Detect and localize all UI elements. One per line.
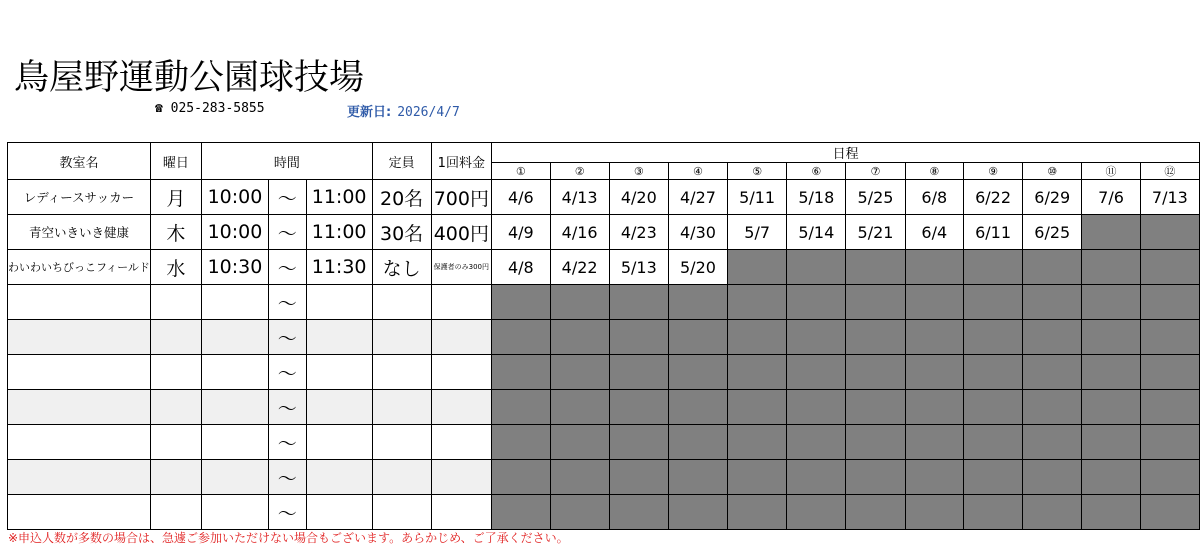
schedule-date [963, 285, 1022, 320]
capacity-cell: 20名 [372, 180, 431, 215]
telephone-icon: ☎ [155, 101, 163, 116]
schedule-date: 4/30 [668, 215, 727, 250]
schedule-date: 4/20 [609, 180, 668, 215]
schedule-date [1082, 250, 1140, 285]
class-name [8, 285, 151, 320]
schedule-date [963, 250, 1022, 285]
schedule-date [492, 425, 550, 460]
schedule-date [609, 355, 668, 390]
schedule-date [1140, 425, 1199, 460]
class-name [8, 355, 151, 390]
schedule-date [905, 250, 963, 285]
schedule-date [1140, 390, 1199, 425]
time-separator: ～ [269, 250, 307, 285]
end-time [306, 285, 372, 320]
header-time: 時間 [201, 143, 372, 180]
fee-cell: 400円 [431, 215, 492, 250]
day-cell: 木 [150, 215, 201, 250]
end-time: 11:00 [306, 215, 372, 250]
schedule-date: 5/20 [668, 250, 727, 285]
day-cell [150, 495, 201, 530]
schedule-date: 5/21 [846, 215, 905, 250]
time-separator: ～ [269, 285, 307, 320]
schedule-date [609, 425, 668, 460]
start-time [201, 460, 268, 495]
table-row [8, 425, 1200, 460]
schedule-date: 6/29 [1023, 180, 1082, 215]
schedule-date [550, 495, 609, 530]
schedule-date [728, 495, 787, 530]
table-row [8, 285, 1200, 320]
schedule-date [550, 320, 609, 355]
schedule-date: 4/13 [550, 180, 609, 215]
schedule-date [609, 390, 668, 425]
schedule-date [963, 320, 1022, 355]
start-time [201, 320, 268, 355]
schedule-date [492, 285, 550, 320]
capacity-cell [372, 425, 431, 460]
start-time: 10:00 [201, 180, 268, 215]
schedule-date [492, 495, 550, 530]
schedule-date [1140, 320, 1199, 355]
schedule-date [1082, 460, 1140, 495]
schedule-date: 6/4 [905, 215, 963, 250]
start-time [201, 390, 268, 425]
fee-cell [431, 460, 492, 495]
schedule-number: ⑤ [728, 163, 787, 180]
schedule-date [1023, 460, 1082, 495]
schedule-date [1140, 460, 1199, 495]
schedule-number: ⑧ [905, 163, 963, 180]
day-cell [150, 460, 201, 495]
schedule-date: 7/6 [1082, 180, 1140, 215]
header-schedule: 日程 [492, 143, 1200, 163]
table-row [8, 390, 1200, 425]
class-name [8, 460, 151, 495]
schedule-date [787, 285, 846, 320]
schedule-date [1082, 390, 1140, 425]
schedule-date [668, 320, 727, 355]
schedule-date [728, 320, 787, 355]
schedule-date [550, 460, 609, 495]
schedule-date [668, 355, 727, 390]
schedule-date: 4/23 [609, 215, 668, 250]
time-separator: ～ [269, 180, 307, 215]
schedule-date: 4/16 [550, 215, 609, 250]
schedule-number: ① [492, 163, 550, 180]
schedule-date [846, 320, 905, 355]
schedule-date [1023, 285, 1082, 320]
schedule-date [550, 285, 609, 320]
schedule-date [550, 425, 609, 460]
schedule-date [668, 460, 727, 495]
updated-date [347, 101, 460, 120]
end-time [306, 425, 372, 460]
schedule-date [550, 355, 609, 390]
start-time [201, 285, 268, 320]
schedule-date [492, 460, 550, 495]
schedule-number: ⑩ [1023, 163, 1082, 180]
capacity-cell: 30名 [372, 215, 431, 250]
schedule-date [905, 390, 963, 425]
end-time [306, 355, 372, 390]
end-time [306, 320, 372, 355]
schedule-date [728, 285, 787, 320]
time-separator: ～ [269, 495, 307, 530]
start-time: 10:00 [201, 215, 268, 250]
schedule-date [905, 285, 963, 320]
day-cell: 水 [150, 250, 201, 285]
schedule-date [905, 460, 963, 495]
schedule-number: ⑫ [1140, 163, 1199, 180]
schedule-date [963, 355, 1022, 390]
schedule-date [1082, 320, 1140, 355]
time-separator: ～ [269, 320, 307, 355]
schedule-date [787, 460, 846, 495]
table-row [8, 460, 1200, 495]
schedule-date [728, 425, 787, 460]
time-separator: ～ [269, 215, 307, 250]
schedule-date [787, 495, 846, 530]
schedule-date: 5/14 [787, 215, 846, 250]
class-name: わいわいちびっこフィールド [8, 250, 151, 285]
schedule-date [1140, 355, 1199, 390]
schedule-date [846, 495, 905, 530]
schedule-date [668, 495, 727, 530]
schedule-date [846, 425, 905, 460]
phone-number [155, 101, 265, 116]
schedule-date [963, 425, 1022, 460]
end-time [306, 460, 372, 495]
start-time [201, 425, 268, 460]
schedule-date [1023, 355, 1082, 390]
table-row [8, 355, 1200, 390]
schedule-date: 6/25 [1023, 215, 1082, 250]
schedule-date [963, 390, 1022, 425]
schedule-date [492, 390, 550, 425]
schedule-date [728, 460, 787, 495]
capacity-cell [372, 355, 431, 390]
schedule-date [1082, 495, 1140, 530]
schedule-date [963, 495, 1022, 530]
time-separator: ～ [269, 355, 307, 390]
schedule-date [1082, 215, 1140, 250]
time-separator: ～ [269, 390, 307, 425]
header-day: 曜日 [150, 143, 201, 180]
end-time [306, 495, 372, 530]
schedule-date [846, 390, 905, 425]
schedule-date: 4/6 [492, 180, 550, 215]
day-cell: 月 [150, 180, 201, 215]
schedule-date: 4/9 [492, 215, 550, 250]
schedule-date [1140, 495, 1199, 530]
capacity-cell [372, 460, 431, 495]
schedule-date [1140, 215, 1199, 250]
schedule-date [609, 495, 668, 530]
schedule-number: ⑥ [787, 163, 846, 180]
class-name [8, 495, 151, 530]
end-time: 11:00 [306, 180, 372, 215]
schedule-table [7, 142, 1200, 530]
page-title: 鳥屋野運動公園球技場 [14, 58, 365, 98]
schedule-number: ⑪ [1082, 163, 1140, 180]
schedule-date [1023, 425, 1082, 460]
schedule-date [1082, 355, 1140, 390]
class-name [8, 425, 151, 460]
schedule-date: 6/8 [905, 180, 963, 215]
schedule-date [1023, 390, 1082, 425]
capacity-cell: なし [372, 250, 431, 285]
schedule-date [492, 355, 550, 390]
fee-cell [431, 285, 492, 320]
table-row [8, 250, 1200, 285]
schedule-date [905, 495, 963, 530]
schedule-number: ④ [668, 163, 727, 180]
fee-cell [431, 425, 492, 460]
class-name [8, 320, 151, 355]
schedule-date: 5/11 [728, 180, 787, 215]
schedule-date [728, 250, 787, 285]
fee-cell [431, 495, 492, 530]
schedule-date [1082, 285, 1140, 320]
schedule-date: 7/13 [1140, 180, 1199, 215]
class-name [8, 390, 151, 425]
class-name: 青空いきいき健康 [8, 215, 151, 250]
schedule-date [1023, 495, 1082, 530]
schedule-date [846, 250, 905, 285]
schedule-date [1140, 285, 1199, 320]
fee-cell: 保護者のみ300円 [431, 250, 492, 285]
schedule-date: 5/7 [728, 215, 787, 250]
schedule-number: ③ [609, 163, 668, 180]
day-cell [150, 390, 201, 425]
time-separator: ～ [269, 460, 307, 495]
schedule-date [1082, 425, 1140, 460]
schedule-date [609, 320, 668, 355]
schedule-date [1140, 250, 1199, 285]
schedule-date [787, 355, 846, 390]
schedule-date [609, 285, 668, 320]
schedule-date: 4/27 [668, 180, 727, 215]
schedule-date [668, 285, 727, 320]
table-row [8, 495, 1200, 530]
schedule-number: ⑨ [963, 163, 1022, 180]
schedule-date: 5/18 [787, 180, 846, 215]
fee-cell [431, 320, 492, 355]
footnote: ※申込人数が多数の場合は、急遽ご参加いただけない場合もございます。あらかじめ、ご了承ください。 [8, 531, 569, 545]
updated-value: 2026/4/7 [397, 105, 460, 120]
schedule-date [1023, 250, 1082, 285]
schedule-date [668, 425, 727, 460]
schedule-date [787, 390, 846, 425]
schedule-date [905, 320, 963, 355]
day-cell [150, 285, 201, 320]
schedule-date [846, 285, 905, 320]
start-time [201, 495, 268, 530]
updated-label: 更新日: [347, 105, 392, 120]
time-separator: ～ [269, 425, 307, 460]
start-time [201, 355, 268, 390]
capacity-cell [372, 390, 431, 425]
schedule-date: 6/22 [963, 180, 1022, 215]
schedule-date: 5/13 [609, 250, 668, 285]
schedule-date [787, 425, 846, 460]
schedule-date [668, 390, 727, 425]
fee-cell: 700円 [431, 180, 492, 215]
schedule-date: 5/25 [846, 180, 905, 215]
fee-cell [431, 355, 492, 390]
capacity-cell [372, 285, 431, 320]
schedule-date [609, 460, 668, 495]
schedule-date [963, 460, 1022, 495]
schedule-date [905, 355, 963, 390]
header-class-name: 教室名 [8, 143, 151, 180]
schedule-date [728, 355, 787, 390]
schedule-date: 6/11 [963, 215, 1022, 250]
schedule-date: 4/22 [550, 250, 609, 285]
day-cell [150, 355, 201, 390]
schedule-number: ② [550, 163, 609, 180]
capacity-cell [372, 495, 431, 530]
fee-cell [431, 390, 492, 425]
schedule-date [846, 355, 905, 390]
table-row [8, 215, 1200, 250]
table-row [8, 180, 1200, 215]
schedule-date [787, 250, 846, 285]
schedule-number: ⑦ [846, 163, 905, 180]
schedule-date [905, 425, 963, 460]
schedule-date [550, 390, 609, 425]
header-capacity: 定員 [372, 143, 431, 180]
day-cell [150, 425, 201, 460]
day-cell [150, 320, 201, 355]
header-fee: 1回料金 [431, 143, 492, 180]
schedule-date [1023, 320, 1082, 355]
end-time [306, 390, 372, 425]
end-time: 11:30 [306, 250, 372, 285]
schedule-date [787, 320, 846, 355]
schedule-date [846, 460, 905, 495]
schedule-date: 4/8 [492, 250, 550, 285]
table-row [8, 320, 1200, 355]
start-time: 10:30 [201, 250, 268, 285]
class-name: レディースサッカー [8, 180, 151, 215]
schedule-date [492, 320, 550, 355]
schedule-date [728, 390, 787, 425]
phone-text: 025-283-5855 [170, 101, 265, 116]
capacity-cell [372, 320, 431, 355]
